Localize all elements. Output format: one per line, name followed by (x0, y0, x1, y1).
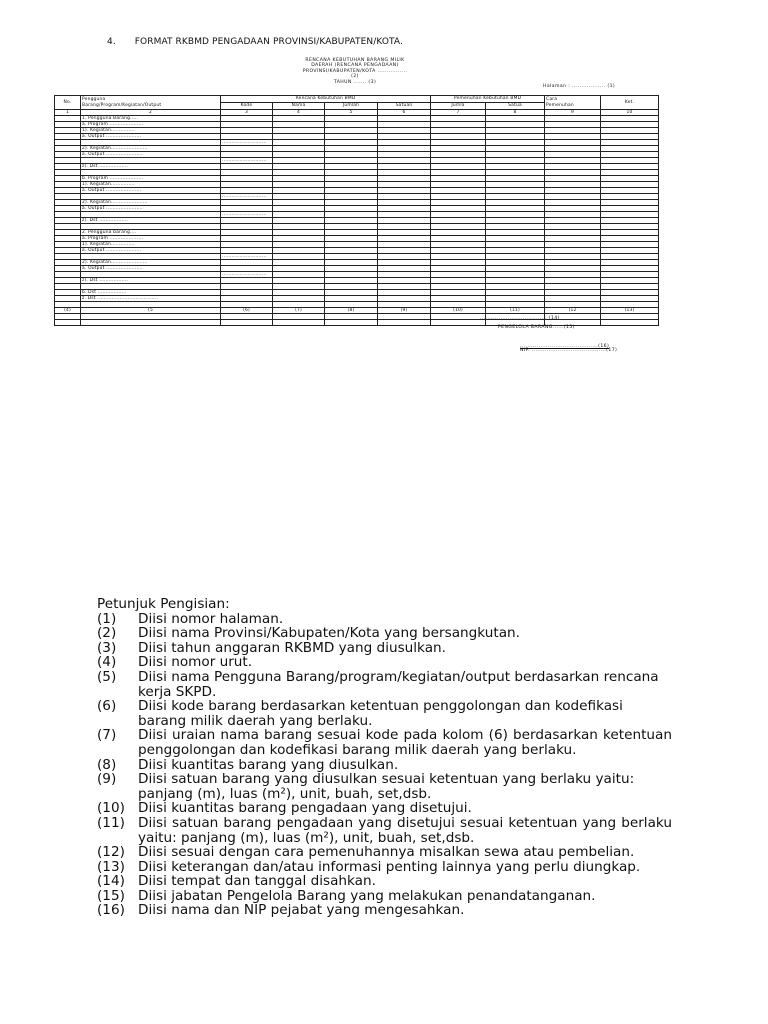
petunjuk-item-text: Diisi tahun anggaran RKBMD yang diusulkan. (138, 639, 446, 656)
petunjuk-item-text: Diisi jabatan Pengelola Barang yang melakukan penandatanganan. (138, 887, 596, 904)
petunjuk-item (97, 655, 672, 670)
title-line-1: RENCANA KEBUTUHAN BARANG MILIK (305, 58, 405, 63)
cell-description: b. Program ..................... (81, 176, 221, 182)
index-cell: 6 (378, 110, 431, 116)
column-reference-cell: (5 (81, 308, 221, 314)
petunjuk-item-number: (13) (97, 858, 125, 875)
index-cell: 1 (55, 110, 81, 116)
cell-kode: ............................ (221, 272, 273, 278)
petunjuk-item-text: Diisi satuan barang yang diusulkan sesuai ketentuan yang berlaku yaitu: panjang (m), luas (m²), unit, buah, set,dsb. (138, 771, 635, 802)
petunjuk-item-text: Diisi nomor urut. (138, 654, 253, 671)
cell-description: 2). Kegiatan....................... (81, 146, 221, 152)
petunjuk-item-text: Diisi nama dan NIP pejabat yang mengesahkan. (138, 902, 465, 919)
rkbmd-table (54, 95, 659, 326)
cell-empty (325, 320, 378, 326)
petunjuk-item-text: Diisi sesuai dengan cara pemenuhannya misalkan sewa atau pembelian. (138, 844, 635, 861)
petunjuk-item-number: (6) (97, 698, 117, 715)
index-cell: 9 (545, 110, 601, 116)
sub-header-satua: Satua (486, 103, 545, 110)
petunjuk-item (97, 612, 672, 627)
cell-empty (221, 320, 273, 326)
cell-description: a. Output ...................... (81, 248, 221, 254)
column-reference-cell: (11) (486, 308, 545, 314)
petunjuk-item (97, 874, 672, 889)
cell-description: 2). Kegiatan....................... (81, 260, 221, 266)
petunjuk-item-text: Diisi kuantitas barang pengadaan yang disetujui. (138, 800, 472, 817)
title-line-5: TAHUN ....... (3) (333, 79, 377, 85)
cell-empty (378, 320, 431, 326)
column-reference-cell: (12 (545, 308, 601, 314)
title-line-3: PROVINSI/KABUPATEN/KOTA ................ (302, 68, 408, 74)
column-reference-cell: (8) (325, 308, 378, 314)
cell-empty (273, 320, 325, 326)
signature-nip: NIP. ........................................(17) (520, 348, 618, 353)
section-title: FORMAT RKBMD PENGADAAN PROVINSI/KABUPATEN/KOTA. (134, 37, 403, 47)
petunjuk-item (97, 889, 672, 904)
cell-kode: ............................ (221, 194, 273, 200)
petunjuk-item-text: Diisi nama Provinsi/Kabupaten/Kota yang bersangkutan. (138, 625, 520, 642)
cell-description: a. Output ...................... (81, 188, 221, 194)
petunjuk-item-number: (4) (97, 654, 117, 671)
column-reference-cell: (9) (378, 308, 431, 314)
cell-description: a. Output ...................... (81, 134, 221, 140)
petunjuk-item-text: Diisi kode barang berdasarkan ketentuan penggolongan dan kodefikasi barang milik daerah yang berlaku. (138, 698, 623, 729)
page-number-label: Halaman : .................. (1) (543, 84, 616, 89)
petunjuk-item-text: Diisi keterangan dan/atau informasi penting lainnya yang perlu diungkap. (138, 858, 641, 875)
petunjuk-item-number: (10) (97, 800, 125, 817)
cell-kode: ............................ (221, 212, 273, 218)
signature-role: PENGELOLA BARANG......(15) (498, 325, 575, 330)
sub-header-kode: Kode (221, 103, 273, 110)
index-cell: 7 (431, 110, 486, 116)
cell-description: z. Dst ...................................... (81, 296, 221, 302)
index-cell: 10 (601, 110, 659, 116)
sub-header-satuan: Satuan (378, 103, 431, 110)
petunjuk-pengisian (97, 597, 672, 918)
petunjuk-item (97, 728, 672, 757)
page-header (107, 37, 403, 47)
signature-place-date: .................................... (14) (480, 316, 560, 321)
title-line-2: DAERAH (RENCANA PENGADAAN) (311, 63, 399, 69)
column-reference-cell: (7) (273, 308, 325, 314)
col-header-cara (545, 96, 601, 110)
col-header-pengguna (81, 96, 221, 110)
petunjuk-item-number: (16) (97, 902, 125, 919)
petunjuk-item (97, 772, 672, 801)
cell-description: 2. Pengguna barang.... (81, 230, 221, 236)
cell-description: z). Dst .................. (81, 278, 221, 284)
cell-description: b. Dst .................. (81, 290, 221, 296)
group-header-rencana: Rencana Kebutuhan BMD (221, 96, 431, 103)
index-cell: 2 (81, 110, 221, 116)
title-line-4: (2) (351, 74, 359, 80)
petunjuk-item-text: Diisi uraian nama barang sesuai kode pada kolom (6) berdasarkan ketentuan penggolongan dan kodefikasi barang milik daerah yang berlaku. (138, 727, 672, 758)
cell-kode: ............................ (221, 158, 273, 164)
petunjuk-item (97, 626, 672, 641)
index-cell: 3 (221, 110, 273, 116)
petunjuk-item-number: (11) (97, 814, 125, 831)
col-header-ket: Ket. (601, 96, 659, 110)
sub-header-jumlah: Jumlah (325, 103, 378, 110)
index-cell: 4 (273, 110, 325, 116)
cell-description: 1). Kegiatan............... (81, 182, 221, 188)
index-cell: 5 (325, 110, 378, 116)
petunjuk-item-text: Diisi kuantitas barang yang diusulkan. (138, 756, 399, 773)
petunjuk-item-number: (3) (97, 639, 117, 656)
sub-header-nama: Nama (273, 103, 325, 110)
cell-description: a. Program ..................... (81, 122, 221, 128)
column-reference-cell: (4) (55, 308, 81, 314)
petunjuk-list (97, 612, 672, 918)
cell-description: a. Output ....................... (81, 206, 221, 212)
petunjuk-item (97, 860, 672, 875)
col-header-pengguna-line1: Pengguna (82, 96, 106, 102)
column-reference-cell: (6) (221, 308, 273, 314)
index-cell: 8 (486, 110, 545, 116)
cell-description: a. Program ..................... (81, 236, 221, 242)
document-title (255, 58, 455, 85)
cell-empty (601, 320, 659, 326)
sub-header-jumla: Jumla (431, 103, 486, 110)
petunjuk-item (97, 816, 672, 845)
signature-name: ..........................................(16) (520, 344, 610, 349)
petunjuk-item-text: Diisi tempat dan tanggal disahkan. (138, 873, 376, 890)
column-reference-cell: (13) (601, 308, 659, 314)
petunjuk-item (97, 758, 672, 773)
petunjuk-item (97, 845, 672, 860)
cell-description: a. Output ....................... (81, 152, 221, 158)
petunjuk-item (97, 699, 672, 728)
petunjuk-item-number: (2) (97, 625, 117, 642)
cell-description: z). Dst .................. (81, 164, 221, 170)
petunjuk-item (97, 903, 672, 918)
cell-kode: ............................ (221, 140, 273, 146)
cell-description: a. Output ....................... (81, 266, 221, 272)
petunjuk-item-number: (8) (97, 756, 117, 773)
petunjuk-item (97, 801, 672, 816)
petunjuk-item-number: (12) (97, 844, 125, 861)
petunjuk-item-number: (7) (97, 727, 117, 744)
cell-empty (81, 320, 221, 326)
cell-description: 1). Kegiatan............... (81, 128, 221, 134)
cell-empty (55, 320, 81, 326)
cell-description: 1. Pengguna Barang..... (81, 116, 221, 122)
petunjuk-item-number: (15) (97, 887, 125, 904)
petunjuk-item-number: (9) (97, 771, 117, 788)
petunjuk-item-text: Diisi nomor halaman. (138, 610, 284, 627)
petunjuk-item-number: (5) (97, 668, 117, 685)
petunjuk-item-text: Diisi satuan barang pengadaan yang disetujui sesuai ketentuan yang berlaku yaitu: panjang (m), luas (m²), unit, buah, set,dsb. (138, 814, 672, 846)
table-body (55, 110, 659, 326)
cell-kode: ............................ (221, 254, 273, 260)
cell-empty (431, 320, 486, 326)
petunjuk-item (97, 670, 672, 699)
cell-description: 1). Kegiatan............... (81, 242, 221, 248)
cell-description: 2). Kegiatan....................... (81, 200, 221, 206)
group-header-pemenuhan: Pemenuhan Kebutuhan BMD (431, 96, 545, 103)
petunjuk-item-number: (1) (97, 610, 117, 627)
petunjuk-item-number: (14) (97, 873, 125, 890)
column-reference-cell: (10) (431, 308, 486, 314)
col-header-cara-line2: Pemenuhan (546, 102, 574, 108)
petunjuk-title: Petunjuk Pengisian: (97, 596, 230, 612)
col-header-pengguna-line2: Barang/Program/Kegiatan/Output (82, 102, 162, 108)
petunjuk-item-text: Diisi nama Pengguna Barang/program/kegiatan/output berdasarkan rencana kerja SKPD. (138, 668, 659, 700)
section-number: 4. (107, 37, 116, 47)
petunjuk-item (97, 641, 672, 656)
col-header-cara-line1: Cara (546, 96, 558, 102)
cell-description: z). Dst .................. (81, 218, 221, 224)
col-header-no: No. (55, 96, 81, 110)
